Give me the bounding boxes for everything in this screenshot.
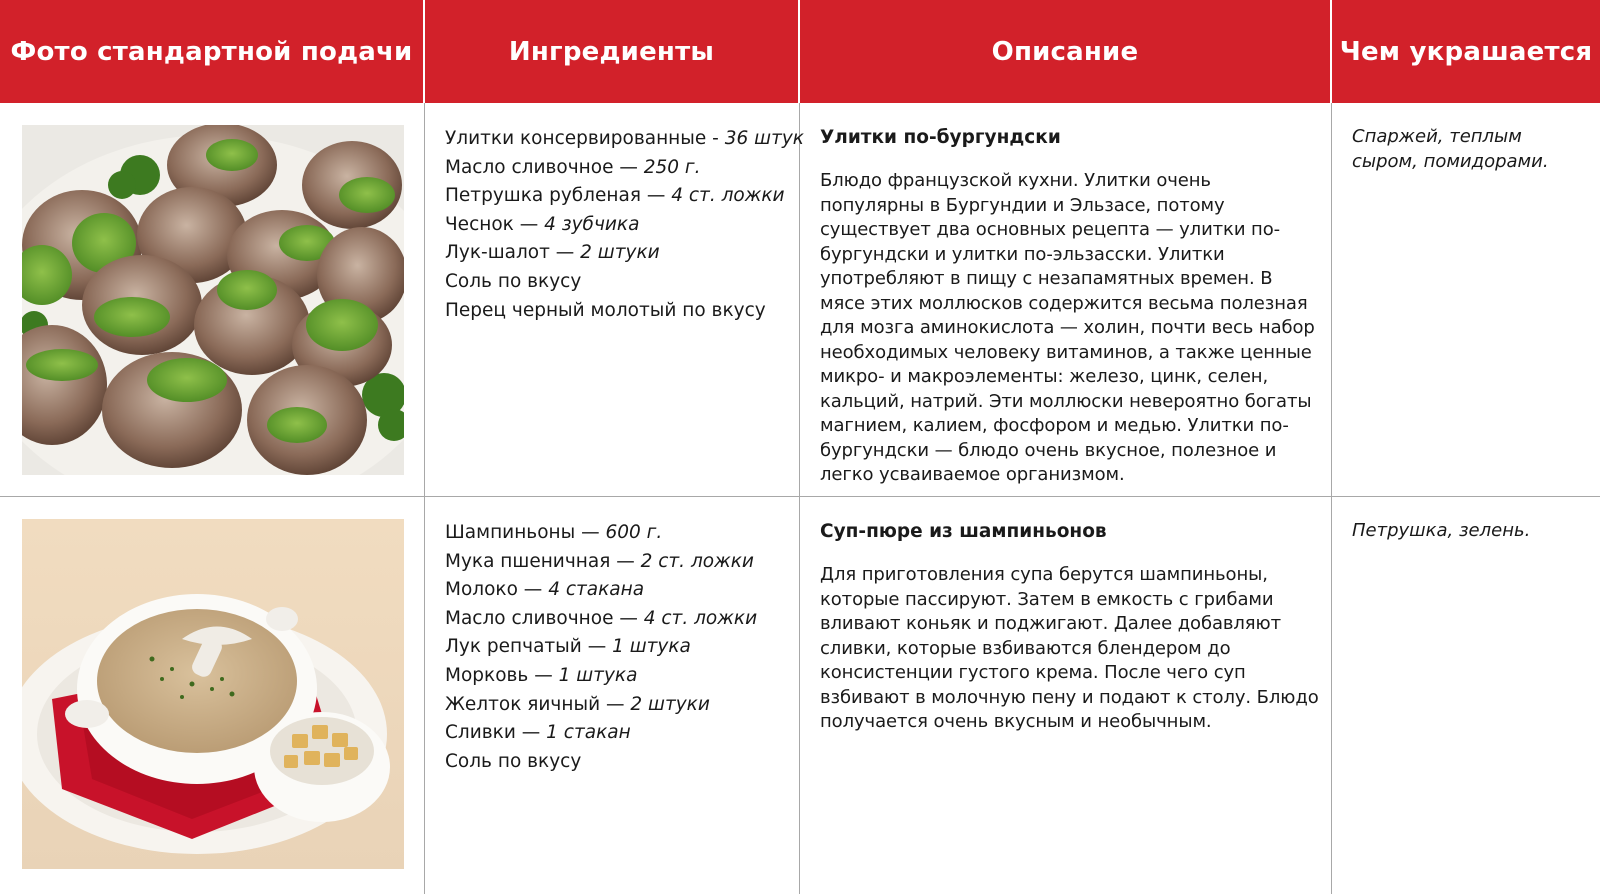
dish-description: Блюдо французской кухни. Улитки очень популярны в Бургундии и Эльзасе, потому существует два основных рецепта — улитки по-бургундски и улитки по-эльзасски. Улитки употребляют в пищу с незапамятных времен. В мясе этих моллюсков содержится весьма полезная для мозга аминокислота — холин, почти весь набор необходимых человеку витаминов, а также ценные микро- и макроэлементы: железо, цинк, селен, кальций, натрий. Эти моллюски невероятно богаты магнием, калием, фосфором и медью. Улитки по-бургундски — блюдо очень вкусное, полезное и легко усваиваемое организмом. (820, 170, 1315, 485)
ingredients-list (425, 497, 799, 776)
table-header (0, 0, 1600, 103)
list-item: Желток яичный — 2 штуки (445, 693, 710, 715)
garnish-text: Петрушка, зелень. (1352, 520, 1531, 541)
header-garnish: Чем украшается (1339, 36, 1593, 67)
photo-cell (0, 103, 425, 496)
list-item: Мука пшеничная — 2 ст. ложки (445, 550, 754, 572)
garnish-cell (1332, 497, 1600, 894)
list-item: Перец черный молотый по вкусу (445, 299, 766, 321)
dish-title: Улитки по-бургундски (820, 127, 1061, 148)
header-ingredients: Ингредиенты (425, 0, 800, 103)
snails-photo (22, 125, 404, 475)
table-row (0, 103, 1600, 497)
list-item: Молоко — 4 стакана (445, 579, 645, 601)
ingredients-list (425, 103, 804, 325)
header-photo: Фото стандартной подачи (0, 0, 425, 103)
list-item: Шампиньоны — 600 г. (445, 522, 663, 543)
list-item: Соль по вкусу (445, 270, 582, 292)
list-item: Морковь — 1 штука (445, 664, 638, 686)
list-item: Улитки консервированные - 36 штук (445, 128, 804, 149)
table-row (0, 497, 1600, 894)
list-item: Масло сливочное — 250 г. (445, 156, 701, 178)
list-item: Чеснок — 4 зубчика (445, 213, 640, 235)
list-item: Петрушка рубленая — 4 ст. ложки (445, 185, 785, 207)
garnish-text: Спаржей, теплым сыром, помидорами. (1352, 126, 1549, 172)
list-item: Соль по вкусу (445, 750, 582, 772)
soup-photo (22, 519, 404, 869)
ingredients-cell (425, 497, 800, 894)
list-item: Лук репчатый — 1 штука (445, 636, 691, 658)
dish-description: Для приготовления супа берутся шампиньоны, которые пассируют. Затем в емкость с грибами вливают коньяк и поджигают. Далее добавляют сливки, которые взбиваются блендером до консистенции густого крема. После чего суп взбивают в молочную пену и подают к столу. Блюдо получается очень вкусным и необычным. (820, 564, 1319, 732)
garnish-cell (1332, 103, 1600, 496)
list-item: Лук-шалот — 2 штуки (445, 242, 660, 264)
header-description: Описание (800, 0, 1332, 103)
description-cell (800, 103, 1332, 496)
list-item: Сливки — 1 стакан (445, 722, 631, 744)
photo-cell (0, 497, 425, 894)
list-item: Масло сливочное — 4 ст. ложки (445, 607, 758, 629)
ingredients-cell (425, 103, 804, 496)
dish-title: Суп-пюре из шампиньонов (820, 521, 1107, 542)
description-cell (800, 497, 1332, 894)
